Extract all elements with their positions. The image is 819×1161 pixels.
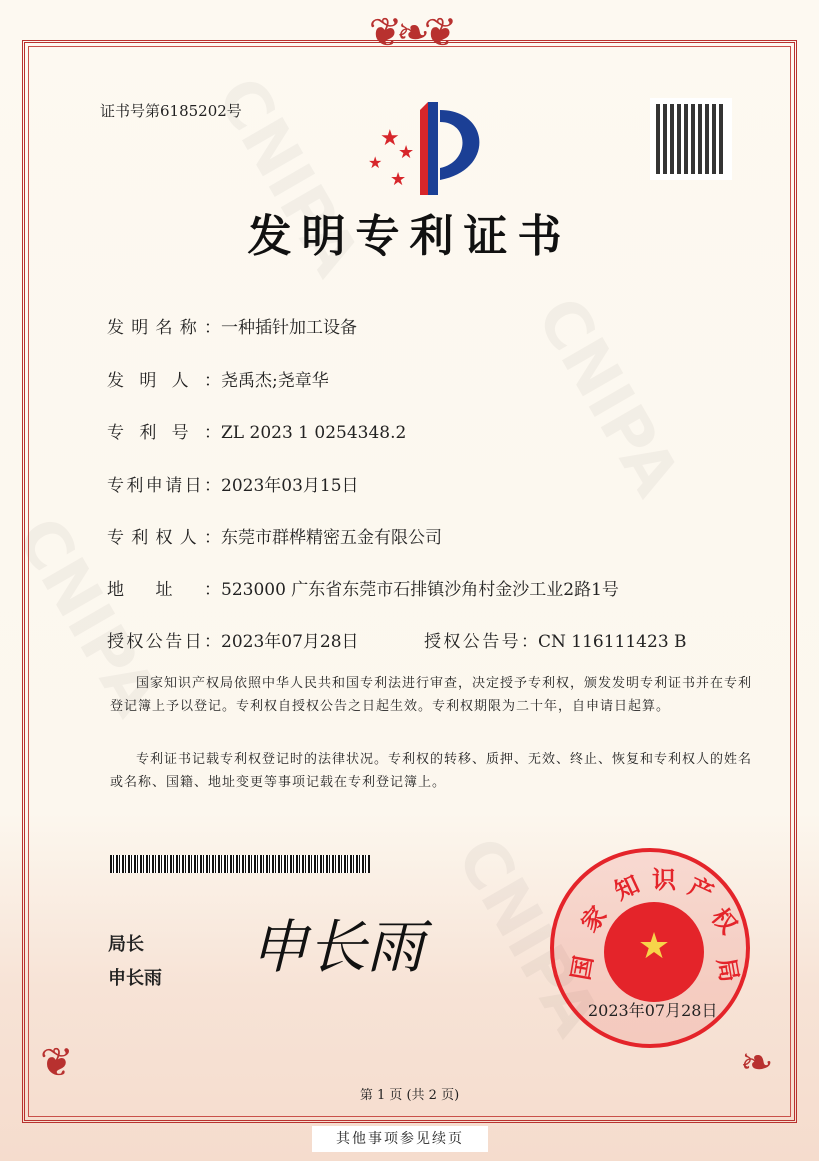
director-name: 申长雨 (108, 968, 162, 989)
seal-char: 家 (574, 900, 613, 938)
field-inventors (107, 366, 329, 391)
field-value: 尧禹杰;尧章华 (221, 371, 329, 391)
seal-char: 识 (652, 865, 676, 894)
svg-text:★: ★ (390, 169, 407, 190)
field-label: 授权公告号： (424, 632, 538, 652)
svg-text:★: ★ (380, 126, 400, 151)
statement-paragraph: 国家知识产权局依照中华人民共和国专利法进行审查，决定授予专利权，颁发发明专利证书并在专利登记簿上予以登记。专利权自授权公告之日起生效。专利权期限为二十年，自申请日起算。 (110, 676, 753, 714)
national-emblem-icon: ★ (604, 902, 704, 1002)
field-publication-number (424, 627, 687, 652)
footer-note: 其他事项参见续页 (312, 1126, 488, 1152)
field-label: 专利申请日： (107, 476, 221, 496)
barcode (110, 855, 370, 873)
field-label: 发明人： (107, 371, 221, 391)
field-patentee (107, 523, 442, 548)
seal-char: 权 (705, 902, 744, 940)
field-value: 2023年07月28日 (221, 632, 359, 652)
field-label: 专利号： (107, 423, 221, 443)
seal-char: 局 (711, 955, 745, 985)
field-patent-number (107, 418, 406, 443)
field-value: 2023年03月15日 (221, 476, 359, 496)
field-value: 523000 广东省东莞市石排镇沙角村金沙工业2路1号 (221, 580, 619, 600)
corner-ornament-icon: ❧ (740, 1040, 774, 1086)
field-filing-date (107, 471, 359, 496)
svg-text:★: ★ (368, 153, 383, 172)
field-label: 授权公告日： (107, 632, 221, 652)
field-address (107, 575, 619, 600)
signature: 申长雨 (250, 913, 425, 981)
field-label: 专利权人： (107, 528, 221, 548)
qr-code (650, 98, 732, 180)
certificate-number: 证书号第6185202号 (100, 102, 242, 120)
seal-char: 产 (684, 871, 719, 908)
svg-text:★: ★ (398, 142, 415, 163)
field-label: 地址： (107, 580, 221, 600)
top-ornament-icon: ❦❧❦ (368, 10, 452, 56)
page-title: 发明专利证书 (247, 211, 572, 262)
field-grant-date (107, 627, 359, 652)
page-number: 第 1 页 (共 2 页) (359, 1088, 460, 1103)
seal-date: 2023年07月28日 (588, 1001, 718, 1020)
field-value: CN 116111423 B (538, 632, 687, 652)
field-value: 一种插针加工设备 (221, 318, 357, 338)
director-title: 局长 (108, 934, 144, 955)
seal-char: 国 (565, 953, 599, 983)
field-value: 东莞市群桦精密五金有限公司 (221, 528, 442, 548)
field-value: ZL 2023 1 0254348.2 (221, 423, 407, 443)
statement-paragraph: 专利证书记载专利权登记时的法律状况。专利权的转移、质押、无效、终止、恢复和专利权人的姓名或名称、国籍、地址变更等事项记载在专利登记簿上。 (110, 752, 753, 790)
field-label: 发明名称： (107, 318, 221, 338)
cnipa-logo-icon (360, 100, 490, 195)
seal-char: 知 (609, 869, 644, 906)
field-invention-name (107, 313, 357, 338)
corner-ornament-icon: ❦ (40, 1040, 74, 1086)
